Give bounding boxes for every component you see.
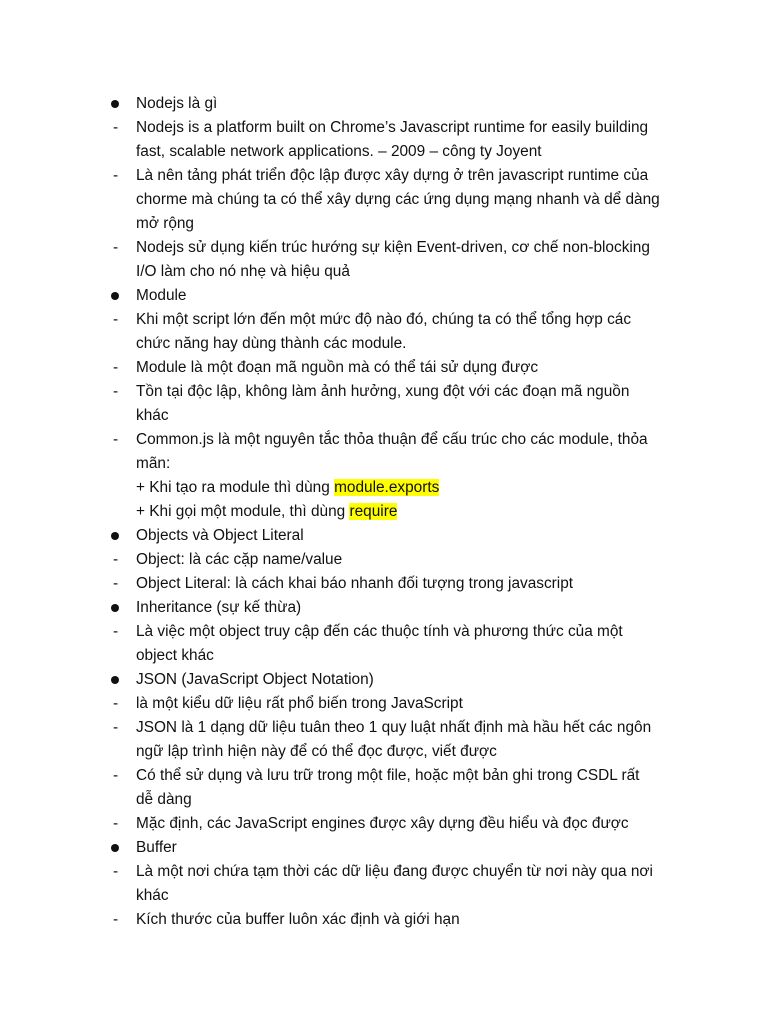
line-text-content: + Khi gọi một module, thì dùng: [136, 503, 350, 520]
highlighted-code-text: module.exports: [334, 479, 440, 496]
text-line: [0, 236, 768, 260]
line-text: [136, 572, 573, 596]
line-text-content: Buffer: [136, 839, 177, 856]
dash-marker: -: [113, 575, 119, 592]
line-text-content: Là việc một object truy cập đến các thuộc tính và phương thức của một: [136, 623, 623, 640]
line-text: [136, 860, 653, 884]
bullet-icon: [111, 676, 119, 684]
heading-line: [0, 284, 768, 308]
text-line: [0, 428, 768, 452]
line-text: [136, 92, 217, 116]
line-text: [136, 788, 192, 812]
dash-marker: -: [113, 167, 119, 184]
line-text: [136, 428, 648, 452]
bullet-icon: [111, 100, 119, 108]
line-text: [136, 188, 660, 212]
dash-marker: -: [113, 863, 119, 880]
text-line: [0, 404, 768, 428]
dash-marker: -: [113, 719, 119, 736]
line-text-content: Có thể sử dụng và lưu trữ trong một file, hoặc một bản ghi trong CSDL rất: [136, 767, 640, 784]
line-text: [136, 692, 463, 716]
text-line: [0, 692, 768, 716]
text-line: [0, 740, 768, 764]
bullet-icon: [111, 292, 119, 300]
heading-line: [0, 92, 768, 116]
dash-marker: -: [113, 359, 119, 376]
dash-marker: -: [113, 551, 119, 568]
text-line: [0, 212, 768, 236]
line-text-content: + Khi tạo ra module thì dùng: [136, 479, 335, 496]
line-text: [136, 404, 169, 428]
line-text-content: JSON (JavaScript Object Notation): [136, 671, 374, 688]
line-text-content: Kích thước của buffer luôn xác định và giới hạn: [136, 911, 460, 928]
line-text-content: Module là một đoạn mã nguồn mà có thể tái sử dụng được: [136, 359, 539, 376]
line-text-content: chorme mà chúng ta có thể xây dựng các ứng dụng mạng nhanh và dể dàng: [136, 191, 660, 208]
text-line: [0, 908, 768, 932]
dash-marker: -: [113, 311, 119, 328]
highlighted-code-text: require: [349, 503, 398, 520]
text-line: [0, 548, 768, 572]
dash-marker: -: [113, 623, 119, 640]
text-line: [0, 356, 768, 380]
dash-marker: -: [113, 815, 119, 832]
line-text: [136, 812, 629, 836]
text-line: [0, 188, 768, 212]
line-text-content: Object: là các cặp name/value: [136, 551, 343, 568]
line-text: [136, 764, 639, 788]
dash-marker: -: [113, 119, 119, 136]
line-text: [136, 380, 629, 404]
text-line: [0, 452, 768, 476]
line-text: [136, 908, 460, 932]
text-line: [0, 476, 768, 500]
line-text-content: JSON là 1 dạng dữ liệu tuân theo 1 quy luật nhất định mà hầu hết các ngôn: [136, 719, 652, 736]
text-line: [0, 860, 768, 884]
line-text: [136, 620, 623, 644]
line-text: [136, 476, 439, 500]
line-text: [136, 740, 497, 764]
line-text-content: khác: [136, 887, 169, 904]
heading-line: [0, 836, 768, 860]
line-text-content: Inheritance (sự kế thừa): [136, 599, 302, 616]
line-text-content: Nodejs is a platform built on Chrome’s Javascript runtime for easily building: [136, 119, 649, 136]
line-text: [136, 164, 648, 188]
line-text: [136, 836, 177, 860]
line-text: [136, 452, 170, 476]
text-line: [0, 764, 768, 788]
line-text: [136, 548, 342, 572]
line-text: [136, 596, 301, 620]
line-text-content: Common.js là một nguyên tắc thỏa thuận để cấu trúc cho các module, thỏa: [136, 431, 648, 448]
text-line: [0, 716, 768, 740]
heading-line: [0, 524, 768, 548]
line-text: [136, 884, 169, 908]
text-line: [0, 644, 768, 668]
document-page: [0, 92, 768, 932]
heading-line: [0, 668, 768, 692]
text-line: [0, 308, 768, 332]
line-text-content: khác: [136, 407, 169, 424]
line-text: [136, 524, 304, 548]
line-text-content: Object Literal: là cách khai báo nhanh đối tượng trong javascript: [136, 575, 574, 592]
line-text-content: Là một nơi chứa tạm thời các dữ liệu đang được chuyển từ nơi này qua nơi: [136, 863, 653, 880]
line-text: [136, 356, 538, 380]
dash-marker: -: [113, 239, 119, 256]
line-text-content: Mặc định, các JavaScript engines được xây dựng đều hiểu và đọc được: [136, 815, 629, 832]
line-text: [136, 212, 194, 236]
line-text: [136, 716, 651, 740]
line-text: [136, 500, 397, 524]
line-text-content: Module: [136, 287, 187, 304]
text-line: [0, 332, 768, 356]
line-text: [136, 332, 406, 356]
text-line: [0, 812, 768, 836]
line-text-content: ngữ lập trình hiện này để có thể đọc được, viết được: [136, 743, 497, 760]
text-line: [0, 572, 768, 596]
bullet-icon: [111, 532, 119, 540]
line-text: [136, 284, 186, 308]
dash-marker: -: [113, 767, 119, 784]
dash-marker: -: [113, 911, 119, 928]
line-text: [136, 140, 542, 164]
line-text-content: Nodejs sử dụng kiến trúc hướng sự kiện Event-driven, cơ chế non-blocking: [136, 239, 650, 256]
line-text: [136, 668, 374, 692]
heading-line: [0, 596, 768, 620]
line-text: [136, 236, 650, 260]
line-text-content: dễ dàng: [136, 791, 192, 808]
line-text-content: Khi một script lớn đến một mức độ nào đó, chúng ta có thể tổng hợp các: [136, 311, 632, 328]
text-line: [0, 884, 768, 908]
text-line: [0, 140, 768, 164]
text-line: [0, 380, 768, 404]
line-text: [136, 308, 631, 332]
line-text-content: Nodejs là gì: [136, 95, 218, 112]
line-text-content: I/O làm cho nó nhẹ và hiệu quả: [136, 263, 350, 280]
line-text: [136, 644, 214, 668]
text-line: [0, 164, 768, 188]
line-text: [136, 260, 350, 284]
line-text: [136, 116, 648, 140]
dash-marker: -: [113, 383, 119, 400]
bullet-icon: [111, 604, 119, 612]
line-text-content: là một kiểu dữ liệu rất phổ biến trong JavaScript: [136, 695, 463, 712]
bullet-icon: [111, 844, 119, 852]
text-line: [0, 500, 768, 524]
line-text-content: fast, scalable network applications. – 2009 – công ty Joyent: [136, 143, 542, 160]
text-line: [0, 260, 768, 284]
text-line: [0, 620, 768, 644]
line-text-content: Là nên tảng phát triển độc lập được xây dựng ở trên javascript runtime của: [136, 167, 649, 184]
dash-marker: -: [113, 695, 119, 712]
line-text-content: Objects và Object Literal: [136, 527, 304, 544]
dash-marker: -: [113, 431, 119, 448]
line-text-content: mở rộng: [136, 215, 194, 232]
text-line: [0, 116, 768, 140]
line-text-content: Tồn tại độc lập, không làm ảnh hưởng, xung đột với các đoạn mã nguồn: [136, 383, 630, 400]
line-text-content: object khác: [136, 647, 214, 664]
line-text-content: mãn:: [136, 455, 171, 472]
line-text-content: chức năng hay dùng thành các module.: [136, 335, 407, 352]
text-line: [0, 788, 768, 812]
